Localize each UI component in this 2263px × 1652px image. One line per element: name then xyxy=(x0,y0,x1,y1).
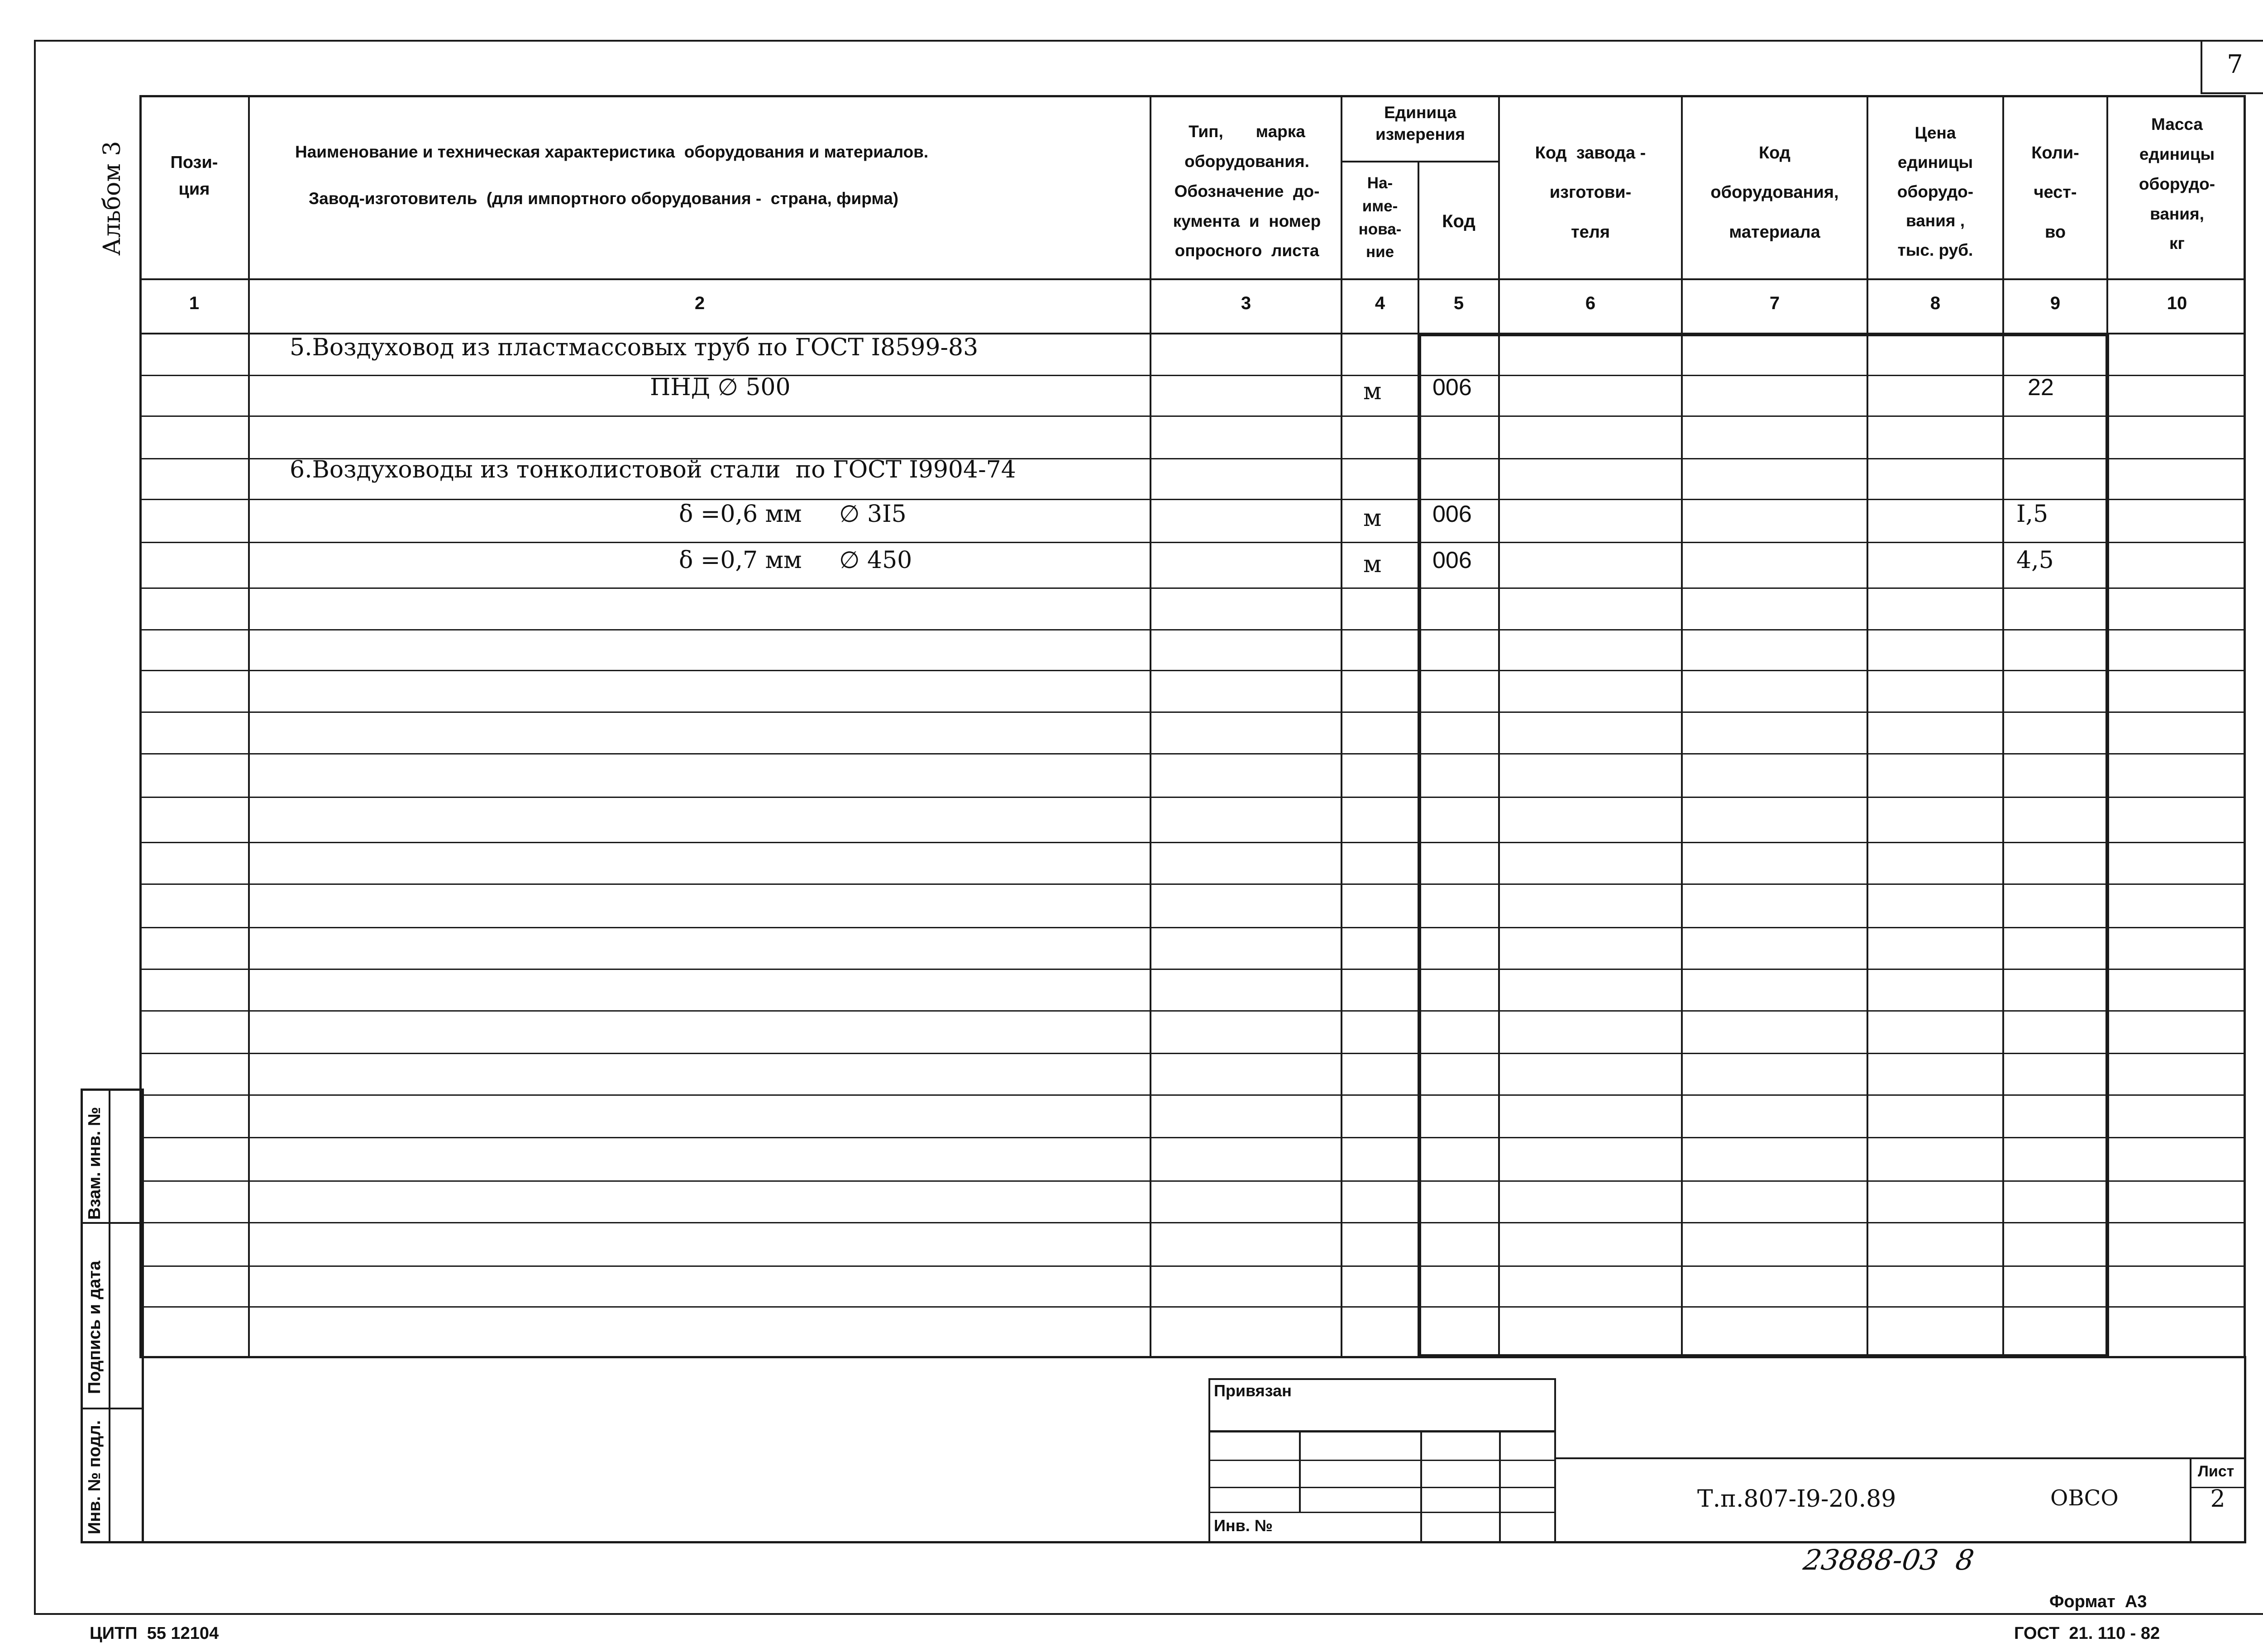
header-price: Цена единицы оборудо- вания , тыс. руб. xyxy=(1897,124,1974,259)
header-name-line2: Завод-изготовитель (для импортного оборудования - страна, фирма) xyxy=(309,189,899,208)
col-number-4: 4 xyxy=(1375,293,1385,313)
row-1-name: 5.Воздуховод из пластмассовых труб по ГОСТ I8599-83 xyxy=(290,334,979,361)
col-number-6: 6 xyxy=(1585,293,1596,313)
header-unit-code: Код xyxy=(1442,211,1475,231)
row-line xyxy=(139,587,2246,589)
row-2-qty: 22 xyxy=(2028,374,2054,401)
col-number-3: 3 xyxy=(1241,293,1251,313)
row-2-name: ПНД ∅ 500 xyxy=(650,374,791,401)
sheet-number: 7 xyxy=(2227,50,2243,79)
row-line xyxy=(139,1053,2246,1054)
row-line xyxy=(139,1222,2246,1223)
footer-gost: ГОСТ 21. 110 - 82 xyxy=(2014,1624,2160,1643)
row-5-qty: I,5 xyxy=(2016,501,2048,528)
album-label: Альбом 3 xyxy=(99,141,126,256)
row-line xyxy=(139,1094,2246,1096)
col-number-2: 2 xyxy=(694,293,705,313)
footer-format: Формат А3 xyxy=(2049,1592,2147,1611)
privyazan-label: Привязан xyxy=(1214,1381,1292,1400)
row-4-name: 6.Воздуховоды из тонколистовой стали по ГОСТ I9904-74 xyxy=(290,456,1016,483)
col-number-1: 1 xyxy=(189,293,200,313)
header-type-mark: Тип, марка оборудования. Обозначение до- кумента и номер опросного листа xyxy=(1173,122,1321,260)
row-line xyxy=(139,415,2246,417)
list-number: 2 xyxy=(2210,1485,2225,1513)
row-line xyxy=(139,629,2246,630)
doc-code: Т.п.807-I9-20.89 xyxy=(1697,1485,1896,1513)
header-unit-name: На- име- нова- ние xyxy=(1358,174,1402,261)
col-number-8: 8 xyxy=(1930,293,1941,313)
side-vzam-inv: Взам. инв. № xyxy=(85,1107,104,1220)
footer-left: ЦИТП 55 12104 xyxy=(90,1624,219,1643)
row-line xyxy=(139,969,2246,970)
col-number-10: 10 xyxy=(2167,293,2187,313)
row-line xyxy=(139,1306,2246,1308)
row-line xyxy=(139,842,2246,843)
doc-mark: ОВСО xyxy=(2050,1485,2119,1511)
row-line xyxy=(139,1137,2246,1138)
inv-no-label: Инв. № xyxy=(1214,1516,1273,1535)
col-number-7: 7 xyxy=(1769,293,1780,313)
side-podpis-data: Подпись и дата xyxy=(85,1260,104,1394)
header-position: Пози- ция xyxy=(170,153,218,199)
row-6-name: δ =0,7 мм ∅ 450 xyxy=(679,547,912,574)
row-line xyxy=(139,1010,2246,1012)
row-5-code: 006 xyxy=(1432,501,1472,527)
row-6-qty: 4,5 xyxy=(2016,547,2054,574)
list-label: Лист xyxy=(2198,1463,2234,1480)
row-line xyxy=(139,375,2246,376)
header-quantity: Коли- чест- во xyxy=(2031,143,2079,242)
handwritten-number: 23888-03 8 xyxy=(1801,1543,1977,1576)
row-line xyxy=(139,753,2246,754)
row-line xyxy=(139,797,2246,798)
row-line xyxy=(139,542,2246,543)
header-name-line1: Наименование и техническая характеристика оборудования и материалов. xyxy=(295,143,929,161)
row-6-code: 006 xyxy=(1432,547,1472,573)
col-number-9: 9 xyxy=(2050,293,2061,313)
side-inv-podl: Инв. № подл. xyxy=(85,1420,104,1534)
header-mass: Масса единицы оборудо- вания, кг xyxy=(2139,115,2215,253)
row-5-unit: м xyxy=(1363,505,1382,532)
row-2-code: 006 xyxy=(1432,374,1472,401)
bold-data-block xyxy=(1418,333,2109,1358)
row-5-name: δ =0,6 мм ∅ 3I5 xyxy=(679,501,907,528)
col-number-5: 5 xyxy=(1453,293,1464,313)
row-line xyxy=(139,670,2246,671)
row-line xyxy=(139,1180,2246,1182)
header-unit-group: Единица измерения xyxy=(1375,103,1466,144)
header-factory-code: Код завода - изготови- теля xyxy=(1535,143,1646,242)
row-line xyxy=(139,711,2246,713)
row-6-unit: м xyxy=(1363,551,1382,578)
row-2-unit: м xyxy=(1363,378,1382,405)
row-line xyxy=(139,1265,2246,1267)
row-line xyxy=(139,927,2246,928)
header-equipment-code: Код оборудования, материала xyxy=(1710,143,1839,242)
row-line xyxy=(139,883,2246,885)
row-line xyxy=(139,499,2246,500)
